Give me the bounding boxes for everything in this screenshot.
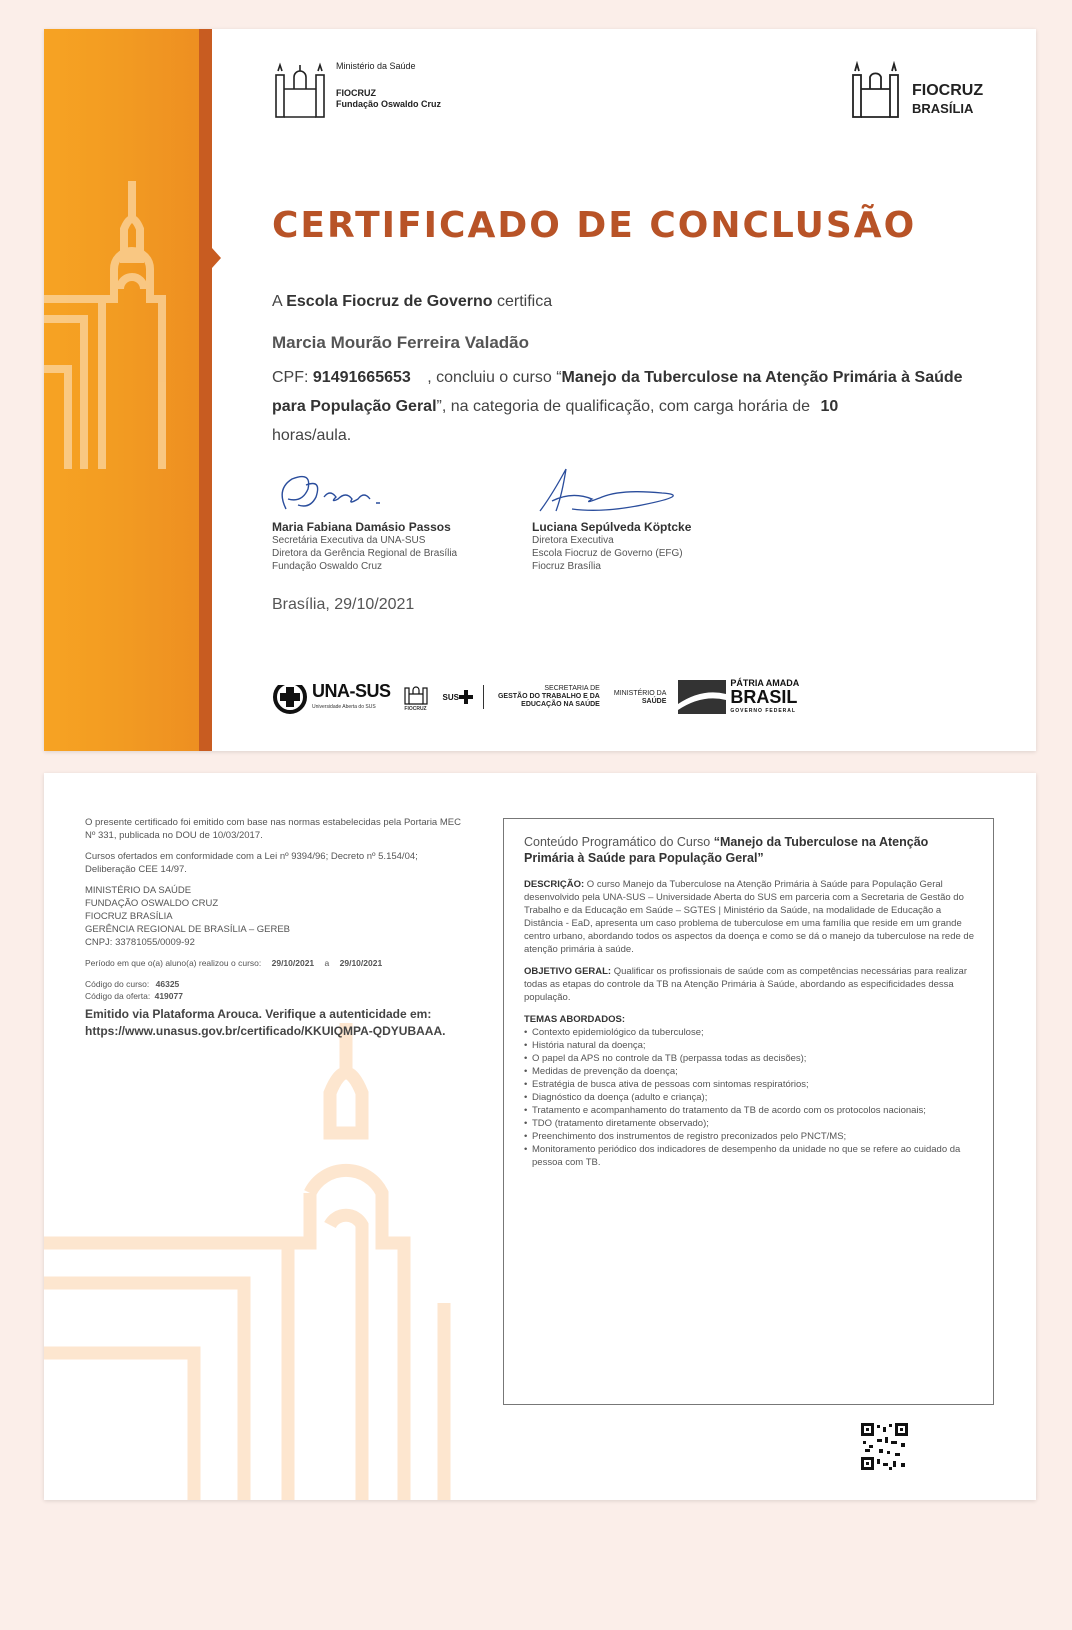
intro-suffix: certifica [492, 293, 553, 310]
list-item: • Contexto epidemiológico da tuberculose; [524, 1026, 974, 1039]
certificate-title: CERTIFICADO DE CONCLUSÃO [272, 205, 917, 246]
unasus-emblem-icon [272, 679, 310, 715]
course-paragraph [272, 363, 992, 450]
brasil-label: BRASIL [730, 687, 798, 707]
signature-1-name: Maria Fabiana Damásio Passos [272, 520, 451, 534]
sgtes-line1: SECRETARIA DE [544, 685, 600, 692]
concluded-text: , concluiu o curso “ [427, 369, 562, 386]
program-content [503, 818, 994, 1405]
signature-2-line1: Diretora Executiva [532, 535, 614, 546]
objective-section [524, 965, 974, 1004]
intro-line [272, 287, 552, 316]
sus-cross-icon [459, 689, 473, 705]
list-item: • O papel da APS no controle da TB (perpassa todas as decisões); [524, 1052, 974, 1065]
signature-1-line3: Fundação Oswaldo Cruz [272, 561, 383, 572]
list-item: • Monitoramento periódico dos indicadores de desempenho da unidade no que se refere ao cuidado da pessoa com TB. [524, 1143, 974, 1169]
footer-logos [272, 677, 799, 717]
course-code-label: Código do curso: [85, 979, 150, 989]
program-title [524, 834, 974, 866]
student-name: Marcia Mourão Ferreira Valadão [272, 333, 529, 352]
list-item: • Diagnóstico da doença (adulto e criança); [524, 1091, 974, 1104]
signature-1-line2: Diretora da Gerência Regional de Brasília [272, 548, 458, 559]
ms-line2: SAÚDE [641, 698, 667, 705]
band-notch [212, 248, 221, 268]
verification-text [85, 1006, 465, 1040]
org-line3: FIOCRUZ BRASÍLIA [85, 911, 173, 922]
ms-line1: MINISTÉRIO DA [613, 690, 667, 697]
signature-1 [272, 521, 457, 573]
offer-code: 419077 [154, 991, 183, 1001]
brasil-flag-icon [678, 680, 726, 714]
course-code: 46325 [155, 979, 180, 989]
fiocruz-logo-left [272, 61, 441, 119]
signature-koptcke-icon [532, 465, 702, 521]
signature-passos-icon [272, 469, 402, 519]
period-start: 29/10/2021 [271, 958, 315, 968]
period-separator: a [324, 958, 330, 968]
school-name: Escola Fiocruz de Governo [286, 293, 493, 310]
program-title-course: “Manejo da Tuberculose na Atenção Primária à Saúde para População Geral” [524, 835, 929, 865]
signature-2-name: Luciana Sepúlveda Köptcke [532, 520, 692, 534]
issue-date: Brasília, 29/10/2021 [272, 596, 415, 613]
ministerio-label: Ministério da Saúde [336, 61, 416, 71]
offer-code-label: Código da oferta: [85, 991, 151, 1001]
certificate-front [44, 29, 1036, 751]
topics-label: TEMAS ABORDADOS: [524, 1014, 625, 1025]
cpf-value: 91491665653 [312, 369, 411, 386]
sus-label: SUS [442, 692, 459, 702]
fiocruz-brasilia-castle-icon [850, 61, 902, 119]
period-label: Período em que o(a) aluno(a) realizou o curso: [85, 958, 262, 968]
description-section [524, 878, 974, 956]
program-title-prefix: Conteúdo Programático do Curso [524, 835, 714, 849]
intro-prefix: A [272, 293, 287, 310]
signature-2-line3: Fiocruz Brasília [532, 561, 601, 572]
fiocruz-brasilia-logo [850, 61, 983, 119]
description-text: O curso Manejo da Tuberculose na Atenção Primária à Saúde para População Geral desenvolvido pela UNA-SUS – Universidade Aberta do SUS em parceria com a Secretaria de Gestão do Trabalho e da Educação em Saúde – SGTES | Ministério da Saúde, na modalidade de Educação a Distância - EaD, apresenta um caso problema de tuberculose em uma família que reside em um grande centro urbano, abordando todos os aspectos da doença e como se dá o manejo da tuberculose na rede de atenção primária à saúde. [524, 879, 974, 955]
objective-label: OBJETIVO GERAL: [524, 966, 612, 977]
verification-url[interactable]: https://www.unasus.gov.br/certificado/KKUIQMPA-QDYUBAAA. [85, 1024, 446, 1038]
org-line2: FUNDAÇÃO OSWALDO CRUZ [85, 898, 219, 909]
list-item: • Medidas de prevenção da doença; [524, 1065, 974, 1078]
fiocruz-small-icon [403, 682, 429, 706]
governo-federal: GOVERNO FEDERAL [730, 708, 796, 714]
list-item: • História natural da doença; [524, 1039, 974, 1052]
period-end: 29/10/2021 [339, 958, 383, 968]
unasus-label: UNA-SUS [312, 680, 391, 701]
signature-2-line2: Escola Fiocruz de Governo (EFG) [532, 548, 683, 559]
sgtes-line3: EDUCAÇÃO NA SAÚDE [521, 701, 600, 708]
legal-info [85, 816, 465, 1040]
qr-code-icon[interactable] [861, 1423, 908, 1470]
org-line4: GERÊNCIA REGIONAL DE BRASÍLIA – GEREB [85, 924, 291, 935]
topics-list [524, 1026, 974, 1169]
org-line5: CNPJ: 33781055/0009-92 [85, 937, 195, 948]
category-text: ”, na categoria de qualificação, com carga horária de [436, 398, 815, 415]
verification-line1: Emitido via Plataforma Arouca. Verifique a autenticidade em: [85, 1007, 432, 1021]
objective-text: Qualificar os profissionais de saúde com as competências necessárias para realizar todas as etapas do controle da TB na Atenção Primária à Saúde, abordando as especificidades dessa população. [524, 966, 967, 1003]
topics-section [524, 1013, 974, 1169]
signature-1-line1: Secretária Executiva da UNA-SUS [272, 535, 426, 546]
signature-2 [532, 521, 691, 573]
list-item: • Preenchimento dos instrumentos de registro preconizados pelo PNCT/MS; [524, 1130, 974, 1143]
fiocruz-brasilia-title: FIOCRUZ [912, 82, 984, 99]
fiocruz-small-label: FIOCRUZ [404, 706, 427, 712]
list-item: • Tratamento e acompanhamento do tratamento da TB de acordo com os protocolos nacionais; [524, 1104, 974, 1117]
course-name: Manejo da Tuberculose na Atenção Primária à Saúde para População Geral [272, 369, 963, 415]
cpf-label: CPF: [272, 369, 309, 386]
unasus-sub: Universidade Aberta do SUS [312, 703, 376, 710]
hours-value: 10 [820, 398, 839, 415]
brasilia-label: BRASÍLIA [912, 101, 974, 116]
list-item: • Estratégia de busca ativa de pessoas com sintomas respiratórios; [524, 1078, 974, 1091]
fiocruz-castle-icon [272, 61, 328, 119]
org-line1: MINISTÉRIO DA SAÚDE [85, 885, 192, 896]
castle-watermark-icon [44, 169, 199, 649]
description-label: DESCRIÇÃO: [524, 879, 585, 890]
sgtes-line2: GESTÃO DO TRABALHO E DA [497, 693, 600, 700]
fiocruz-label: FIOCRUZ [336, 88, 376, 98]
legal-p2: Cursos ofertados em conformidade com a Lei nº 9394/96; Decreto nº 5.154/04; Deliberação CEE 14/97. [85, 851, 418, 875]
list-item: • TDO (tratamento diretamente observado); [524, 1117, 974, 1130]
band-edge [199, 29, 212, 751]
legal-p1: O presente certificado foi emitido com base nas normas estabelecidas pela Portaria MEC Nº 331, publicada no DOU de 10/03/2017. [85, 817, 461, 841]
hours-unit: horas/aula. [272, 427, 352, 444]
patria-amada: PÁTRIA AMADA [730, 678, 800, 688]
period-line [85, 957, 465, 970]
fundacao-label: Fundação Oswaldo Cruz [336, 99, 442, 109]
